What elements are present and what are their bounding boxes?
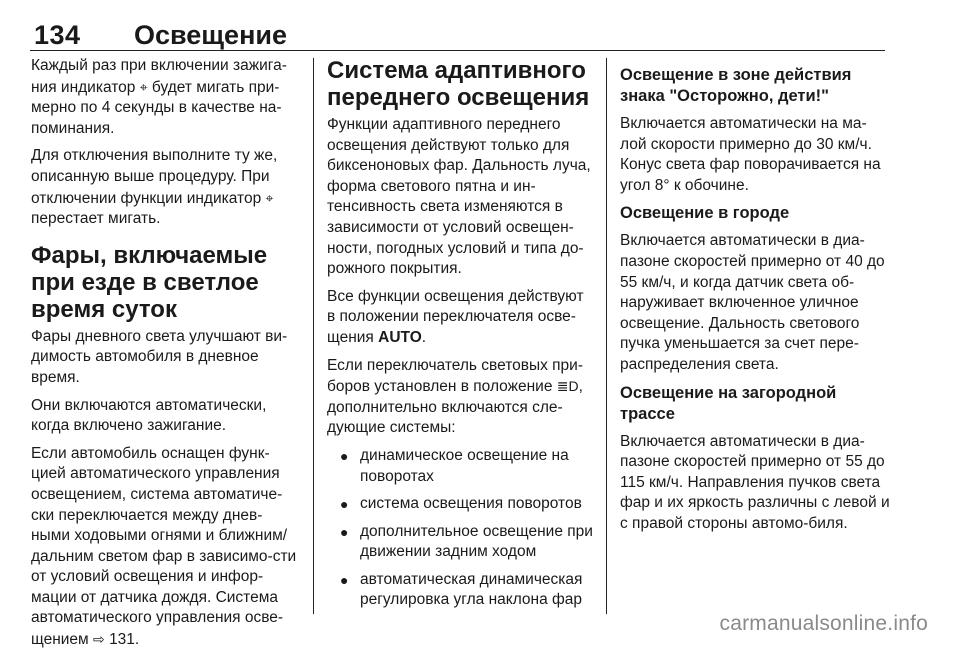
list-item: ● дополнительное освещение при движении задним ходом [340, 522, 593, 561]
page-number: 134 [34, 20, 81, 50]
watermark: carmanualsonline.info [719, 612, 928, 635]
paragraph-adaptive-intro: Функции адаптивного переднего освещения действуют только для биксеноновых фар. Дальность луча, форма светового пятна и ин-тенсивность света изменяются в зависимости от условий освещен-ности, погодных условий и типа до-рожного покрытия. [327, 116, 591, 278]
section-title: Освещение [134, 20, 287, 50]
headlight-indicator-icon: ⌖ [139, 78, 148, 95]
column-1 [31, 56, 299, 658]
bullet-icon: ● [340, 571, 349, 588]
paragraph-indicator-reminder: Каждый раз при включении зажига-ния индикатор ⌖ будет мигать при-мерно по 4 секунды в качестве на-поминания. [31, 57, 287, 137]
bullet-icon: ● [340, 496, 349, 513]
heading-city-lighting: Освещение в городе [620, 204, 790, 223]
paragraph-country-road-lighting: Включается автоматически в диа-пазоне скоростей примерно от 55 до 115 км/ч. Направления пучков света фар и их яркость различны с левой и с правой стороны автомо-биля. [620, 432, 890, 532]
page-reference-link[interactable]: 131. [109, 631, 140, 649]
paragraph-children-zone: Включается автоматически на ма-лой скорости примерно до 30 км/ч. Конус света фар поворачивается на угол 8° к обочине. [620, 115, 881, 194]
paragraph-disable-procedure: Для отключения выполните ту же, описанную выше процедуру. При отключении функции индикатор ⌖ перестает мигать. [31, 147, 278, 228]
header-rule [30, 50, 885, 51]
auto-position-label: AUTO [378, 328, 422, 346]
page-header [30, 0, 885, 52]
high-beam-icon: ≣D [556, 378, 579, 395]
bullet-icon: ● [340, 447, 349, 464]
paragraph-auto-light-control: Если автомобиль оснащен функ-цией автоматического управления освещением, система автоматиче-ски переключается между днев-ными ходовыми огнями и ближним/ дальним светом фар в зависимо-сти от условий освещения и инфор-мации от датчика дождя. Система автоматического управления осве-щением ⇨ 131. [31, 444, 297, 649]
paragraph-auto-position: Все функции освещения действуют в положении переключателя осве-щения AUTO. [327, 287, 584, 346]
paragraph-drl-visibility: Фары дневного света улучшают ви-димость автомобиля в дневное время. [31, 327, 288, 386]
list-item: ● динамическое освещение на поворотах [340, 446, 569, 485]
paragraph-headlight-position: Если переключатель световых при-боров установлен в положение ≣D, дополнительно включаются сле-дующие системы: [327, 356, 583, 437]
adaptive-systems-list [327, 446, 593, 611]
heading-daytime-running-lights: Фары, включаемые при езде в светлое время суток [31, 241, 268, 323]
column-3 [620, 56, 890, 542]
bullet-icon: ● [340, 523, 349, 540]
column-2 [327, 56, 593, 618]
heading-adaptive-lighting: Система адаптивного переднего освещения [327, 57, 590, 111]
heading-country-road-lighting: Освещение на загородной трассе [620, 383, 837, 423]
page-reference-icon: ⇨ [93, 631, 105, 648]
column-divider-1 [313, 58, 314, 614]
list-item: ● система освещения поворотов [327, 494, 593, 515]
paragraph-drl-auto: Они включаются автоматически, когда включено зажигание. [31, 396, 267, 435]
heading-children-zone: Освещение в зоне действия знака "Осторожно, дети!" [620, 66, 852, 105]
list-item: ● автоматическая динамическая регулировка угла наклона фар [340, 570, 583, 609]
column-divider-2 [606, 58, 607, 614]
paragraph-city-lighting: Включается автоматически в диа-пазоне скоростей примерно от 40 до 55 км/ч, и когда датчик света об-наруживает включенное уличное освещение. Дальность светового пучка уменьшается за счет пере-распределения света. [620, 232, 885, 373]
headlight-indicator-icon: ⌖ [265, 189, 274, 206]
